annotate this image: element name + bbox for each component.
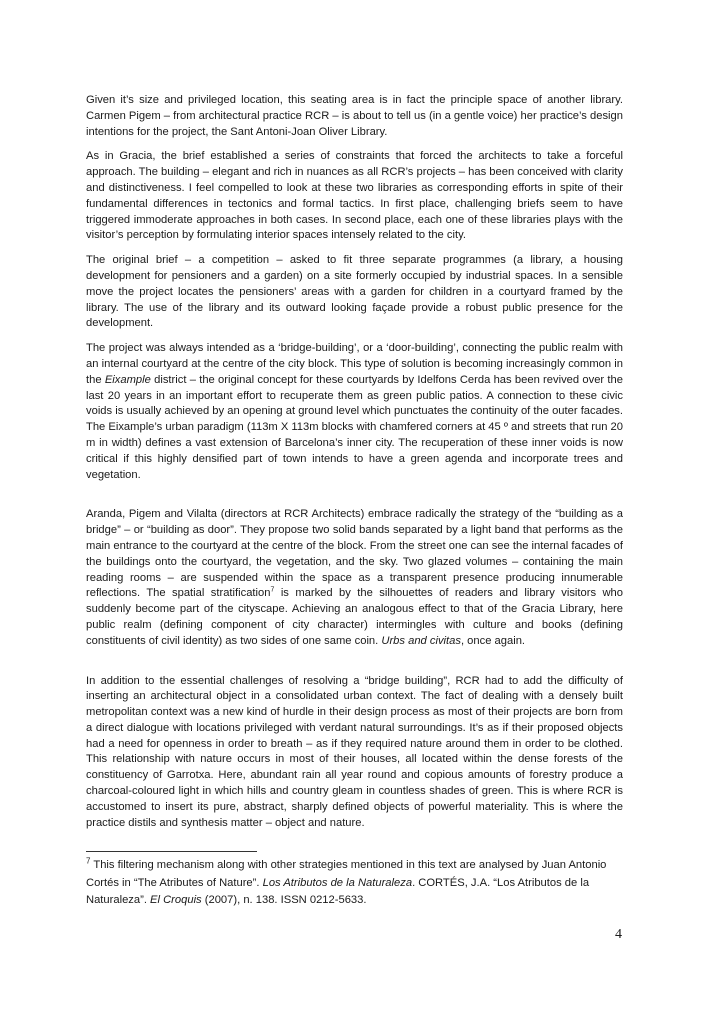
footnote-separator (86, 851, 257, 852)
paragraph-text: The project was always intended as a ‘bridge-building’, or a ‘door-building’, connecting the public realm with an internal courtyard at the centre of the city block. This type of solution is becoming increasingly common in the (86, 342, 623, 386)
footnote-italic: El Croquis (150, 894, 202, 906)
paragraph-text: , once again. (460, 634, 526, 647)
body-text (86, 93, 623, 831)
paragraph-original-brief: The original brief – a competition – asked to fit three separate programmes (a library, a housing development for pensioners and a garden) on a site formerly occupied by industrial spaces. In a sensible move the project locates the pensioners’ areas with a garden for children in a courtyard framed by the library. The use of the library and its outward looking façade provide a robust public presence for the development. (86, 254, 623, 330)
paragraph-gracia-brief: As in Gracia, the brief established a series of constraints that forced the architects to take a forceful approach. The building – elegant and rich in nuances as all RCR’s projects – has been conceived with clarity and distinctiveness. I feel compelled to look at these two libraries as corresponding efforts in spite of their fundamental differences in tectonics and formal tactics. In first place, challenging briefs seem to have triggered immoderate approaches in both cases. In second place, each one of these libraries plays with the visitor’s perception by formulating interior spaces intensely related to the city. (86, 150, 623, 242)
paragraph-bridge-building (86, 341, 623, 483)
paragraph-text: is marked by the silhouettes of readers and library visitors who suddenly become part of the cityscape. Achieving an analogous effect to that of the Gracia Library, here public realm (defining component of city character) intermingles with culture and books (defining constituents of civil identity) as two sides of one same coin. (86, 587, 623, 647)
paragraph-text: district – the original concept for these courtyards by Idelfons Cerda has been revived over the last 20 years in an important effort to recuperate them as green public patios. A connection to these civic voids is usually achieved by an opening at ground level which punctuates the continuity of the outer facades. The Eixample’s urban paradigm (113m X 113m blocks with chamfered corners at 45 º and streets that run 20 m in width) defines a vast extension of Barcelona’s inner city. The recuperation of these inner voids is now critical if this highly densified part of town intends to have a green agenda and incorporate trees and vegetation. (86, 373, 624, 481)
footnote (86, 857, 623, 910)
italic-term: Urbs and civitas (381, 634, 461, 647)
paragraph-library-seating: Given it’s size and privileged location, this seating area is in fact the principle space of another library. Carmen Pigem – from architectural practice RCR – is about to tell us (in a gentle voice) her practice’s design intentions for the project, the Sant Antoni-Joan Oliver Library. (86, 94, 623, 138)
paragraph-rcr-strategy (86, 507, 623, 649)
footnote-text: (2007), n. 138. ISSN 0212-5633. (201, 894, 367, 906)
footnote-text: . CORTÉS, J.A. “Los Atributos de la Naturaleza”. (86, 876, 590, 906)
footnote-text: This filtering mechanism along with other strategies mentioned in this text are analysed by Juan Antonio Cortés in “The Atributes of Nature”. (86, 859, 607, 889)
footnote-marker: 7 (86, 856, 91, 866)
paragraph-urban-context: In addition to the essential challenges of resolving a “bridge building”, RCR had to add the difficulty of inserting an architectural object in a consolidated urban context. The fact of dealing with a densely built metropolitan context was a new kind of hurdle in their design process as most of their projects are born from a direct dialogue with locations privileged with verdant natural surroundings. It’s as if their proposed objects had a need for openness in order to breath – as if they required nature around them in order to be clothed. This relationship with nature occurs in most of their houses, all located within the dense forests of the constituency of Garrotxa. Here, abundant rain all year round and copious amounts of forestry produce a charcoal-coloured light in which hills and country gleam in countless shades of green. This is where RCR is accustomed to insert its pure, abstract, sharply defined objects of powerful materiality. This is where the practice distils and synthesis matter – object and nature. (86, 674, 623, 829)
paragraph-text: Aranda, Pigem and Vilalta (directors at RCR Architects) embrace radically the strategy of the “building as a bridge” – or “building as door”. They propose two solid bands separated by a light band that performs as the main entrance to the courtyard at the centre of the block. From the street one can see the internal facades of the buildings onto the courtyard, the vegetation, and the sky. Two glazed volumes – containing the main reading rooms – are suspended within the space as a transparent presence producing innumerable reflections. The spatial stratification (86, 508, 623, 600)
page-number: 4 (615, 927, 622, 942)
italic-term: Eixample (104, 373, 151, 386)
footnote-italic: Los Atributos de la Naturaleza (262, 876, 413, 889)
footnote-reference: 7 (270, 586, 275, 594)
